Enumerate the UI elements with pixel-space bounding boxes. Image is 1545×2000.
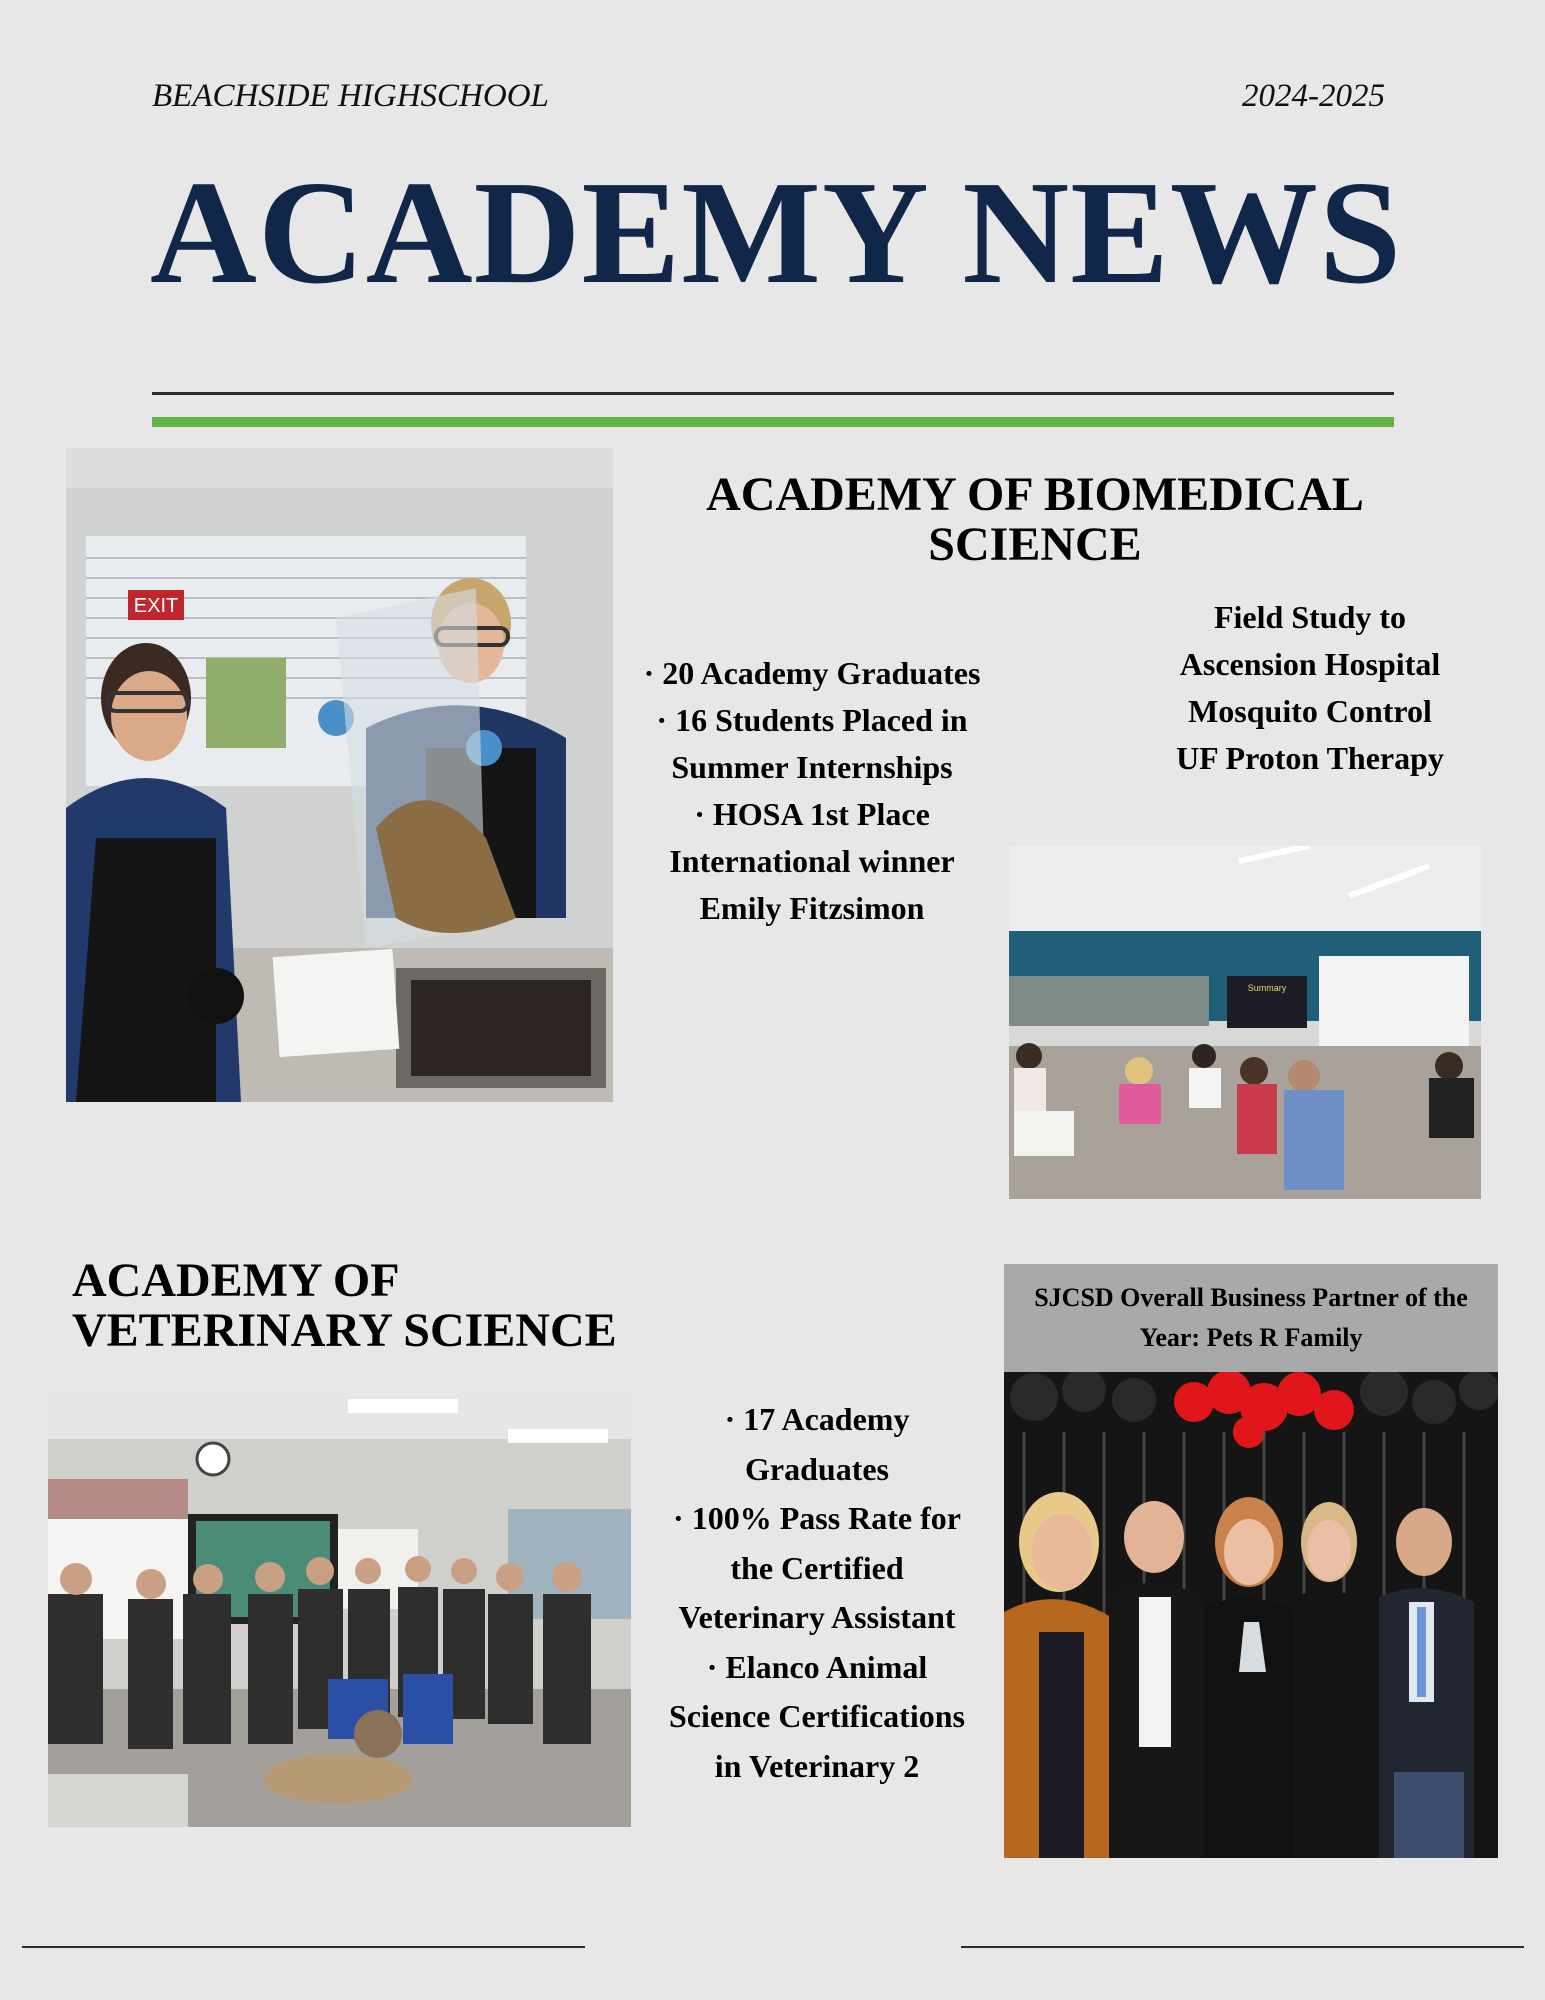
biomedical-bullet: · HOSA 1st Place — [694, 796, 930, 832]
biomedical-bullet: International winner — [669, 843, 955, 879]
veterinary-bullet: · 100% Pass Rate for — [673, 1500, 961, 1536]
header-divider — [152, 392, 1394, 395]
veterinary-bullet: Veterinary Assistant — [678, 1599, 956, 1635]
business-partner-photo — [1004, 1372, 1498, 1858]
school-year: 2024-2025 — [1242, 78, 1385, 114]
newsletter-title: ACADEMY NEWS — [150, 151, 1403, 315]
field-study-list — [1140, 594, 1480, 782]
field-study-line: Field Study to — [1213, 599, 1407, 635]
veterinary-highlights — [642, 1395, 992, 1791]
footer-divider-right — [961, 1946, 1524, 1948]
classroom-screen-text: Summary — [1247, 983, 1287, 993]
biomedical-bullet: Summer Internships — [671, 749, 953, 785]
business-partner-caption: SJCSD Overall Business Partner of the Year: Pets R Family — [1004, 1264, 1498, 1372]
veterinary-bullet: Graduates — [745, 1450, 889, 1487]
school-name: BEACHSIDE HIGHSCHOOL — [152, 78, 549, 114]
veterinary-bullet: in Veterinary 2 — [714, 1747, 920, 1784]
veterinary-bullet: · Elanco Animal — [706, 1648, 928, 1685]
veterinary-group-photo — [48, 1389, 631, 1827]
footer-divider-left — [22, 1946, 585, 1948]
classroom-presentation-photo — [1009, 846, 1481, 1199]
field-study-line: Mosquito Control — [1188, 693, 1432, 729]
veterinary-heading: ACADEMY OF VETERINARY SCIENCE — [72, 1254, 617, 1358]
field-study-line: UF Proton Therapy — [1176, 740, 1444, 776]
veterinary-bullet: · 17 Academy — [724, 1401, 910, 1437]
veterinary-bullet: Science Certifications — [669, 1698, 965, 1734]
exit-sign-text: EXIT — [133, 595, 179, 617]
header-accent-divider — [152, 417, 1394, 427]
biomedical-bullet: Emily Fitzsimon — [699, 890, 925, 926]
veterinary-bullet: the Certified — [730, 1549, 904, 1586]
biomedical-lab-photo — [66, 448, 613, 1102]
biomedical-heading: ACADEMY OF BIOMEDICAL SCIENCE — [706, 468, 1364, 572]
biomedical-highlights — [612, 650, 1012, 932]
biomedical-bullet: · 20 Academy Graduates — [643, 655, 981, 691]
biomedical-bullet: · 16 Students Placed in — [656, 702, 968, 738]
field-study-line: Ascension Hospital — [1179, 646, 1441, 682]
